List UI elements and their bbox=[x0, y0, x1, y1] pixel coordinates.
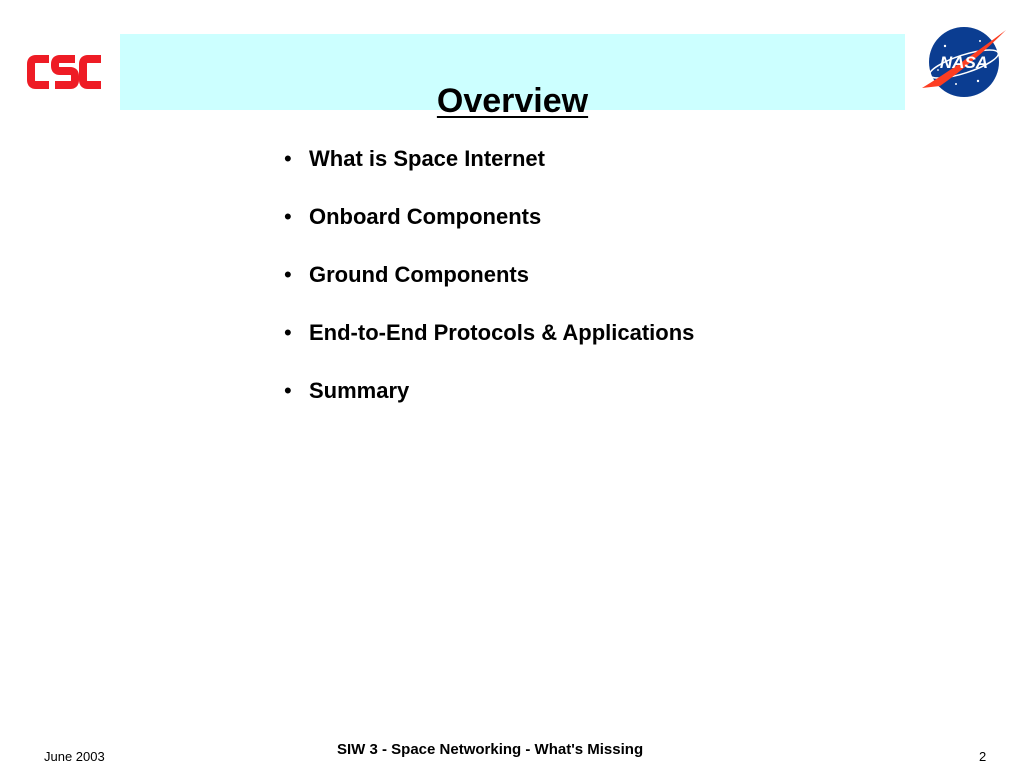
bullet-marker: • bbox=[284, 378, 292, 403]
footer-date: June 2003 bbox=[44, 749, 105, 764]
title-band bbox=[120, 34, 905, 120]
bullet-marker: • bbox=[284, 204, 292, 229]
list-item bbox=[284, 260, 694, 318]
bullet-text: Summary bbox=[309, 378, 410, 403]
bullet-text: Onboard Components bbox=[309, 204, 542, 229]
bullet-marker: • bbox=[284, 262, 292, 287]
nasa-meatball-icon bbox=[918, 26, 1010, 98]
slide-title: Overview bbox=[436, 82, 589, 120]
bullet-text: End-to-End Protocols & Applications bbox=[309, 320, 695, 345]
bullet-text: Ground Components bbox=[309, 262, 529, 287]
bullet-marker: • bbox=[284, 146, 292, 171]
footer-title: SIW 3 - Space Networking - What's Missing bbox=[337, 741, 644, 758]
svg-text:NASA: NASA bbox=[939, 53, 989, 72]
list-item bbox=[284, 376, 694, 434]
page-number: 2 bbox=[979, 749, 987, 764]
bullet-text: What is Space Internet bbox=[309, 146, 545, 171]
list-item bbox=[284, 318, 694, 376]
list-item bbox=[284, 144, 694, 202]
bullet-list bbox=[284, 144, 694, 434]
list-item bbox=[284, 202, 694, 260]
bullet-marker: • bbox=[284, 320, 292, 345]
csc-logo-icon bbox=[27, 53, 105, 91]
